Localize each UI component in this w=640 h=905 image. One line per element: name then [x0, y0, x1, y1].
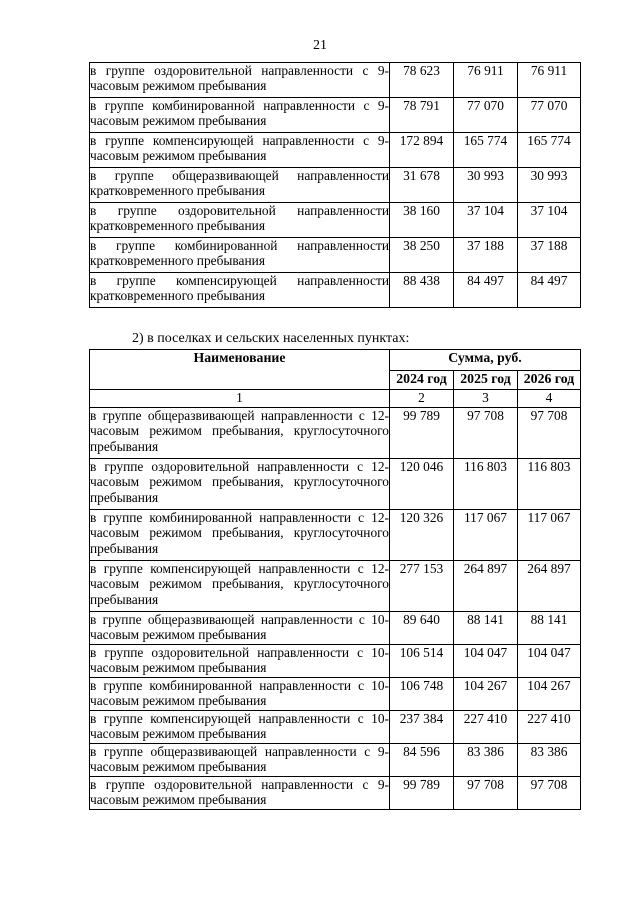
table-row	[90, 238, 581, 273]
row-name: в группе комбинированной направленности кратковременного пребывания	[90, 238, 390, 273]
value-2025: 165 774	[454, 133, 518, 168]
value-2026: 104 267	[518, 678, 581, 711]
row-name: в группе компенсирующей направленности с 10-часовым режимом пребывания	[90, 711, 390, 744]
table-row	[90, 168, 581, 203]
value-2024: 106 748	[390, 678, 454, 711]
value-2024: 99 789	[390, 777, 454, 810]
value-2025: 88 141	[454, 612, 518, 645]
value-2024: 237 384	[390, 711, 454, 744]
header-row	[90, 350, 581, 371]
table-row	[90, 273, 581, 308]
header-sum: Сумма, руб.	[390, 350, 581, 371]
column-number: 3	[454, 390, 518, 408]
year-2025: 2025 год	[454, 371, 518, 390]
value-2026: 264 897	[518, 561, 581, 612]
table-row	[90, 408, 581, 459]
row-name: в группе компенсирующей направленности кратковременного пребывания	[90, 273, 390, 308]
value-2026: 117 067	[518, 510, 581, 561]
value-2025: 83 386	[454, 744, 518, 777]
value-2025: 76 911	[454, 63, 518, 98]
value-2025: 84 497	[454, 273, 518, 308]
table-row	[90, 510, 581, 561]
value-2024: 120 326	[390, 510, 454, 561]
header-name: Наименование	[90, 350, 390, 390]
value-2025: 37 104	[454, 203, 518, 238]
section-heading: 2) в поселках и сельских населенных пунктах:	[132, 331, 410, 346]
page-number: 21	[313, 38, 327, 53]
value-2024: 88 438	[390, 273, 454, 308]
cost-table-settlements	[89, 349, 581, 810]
row-name: в группе оздоровительной направленности с 10-часовым режимом пребывания	[90, 645, 390, 678]
value-2025: 117 067	[454, 510, 518, 561]
row-name: в группе общеразвивающей направленности с 10-часовым режимом пребывания	[90, 612, 390, 645]
value-2024: 277 153	[390, 561, 454, 612]
table-row	[90, 711, 581, 744]
row-name: в группе комбинированной направленности с 9-часовым режимом пребывания	[90, 98, 390, 133]
value-2024: 78 623	[390, 63, 454, 98]
table-row	[90, 777, 581, 810]
value-2026: 77 070	[518, 98, 581, 133]
value-2025: 227 410	[454, 711, 518, 744]
table-row	[90, 98, 581, 133]
value-2026: 37 188	[518, 238, 581, 273]
table-row	[90, 645, 581, 678]
cost-table-continued	[89, 62, 581, 308]
value-2026: 97 708	[518, 408, 581, 459]
value-2026: 37 104	[518, 203, 581, 238]
column-number: 2	[390, 390, 454, 408]
column-number: 1	[90, 390, 390, 408]
value-2024: 38 250	[390, 238, 454, 273]
value-2026: 84 497	[518, 273, 581, 308]
row-name: в группе оздоровительной направленности с 12-часовым режимом пребывания, круглосуточного пребывания	[90, 459, 390, 510]
value-2026: 165 774	[518, 133, 581, 168]
value-2026: 116 803	[518, 459, 581, 510]
row-name: в группе компенсирующей направленности с 9-часовым режимом пребывания	[90, 133, 390, 168]
row-name: в группе комбинированной направленности с 10-часовым режимом пребывания	[90, 678, 390, 711]
value-2024: 38 160	[390, 203, 454, 238]
value-2024: 84 596	[390, 744, 454, 777]
value-2024: 120 046	[390, 459, 454, 510]
value-2025: 104 267	[454, 678, 518, 711]
table-row	[90, 203, 581, 238]
table-row	[90, 744, 581, 777]
value-2025: 97 708	[454, 777, 518, 810]
row-name: в группе общеразвивающей направленности с 9-часовым режимом пребывания	[90, 744, 390, 777]
value-2025: 30 993	[454, 168, 518, 203]
table-row	[90, 678, 581, 711]
table-row	[90, 612, 581, 645]
row-name: в группе общеразвивающей направленности с 12-часовым режимом пребывания, круглосуточного пребывания	[90, 408, 390, 459]
value-2025: 104 047	[454, 645, 518, 678]
table-row	[90, 133, 581, 168]
value-2026: 76 911	[518, 63, 581, 98]
value-2026: 83 386	[518, 744, 581, 777]
column-numbers-row	[90, 390, 581, 408]
value-2025: 116 803	[454, 459, 518, 510]
value-2026: 30 993	[518, 168, 581, 203]
value-2024: 106 514	[390, 645, 454, 678]
column-number: 4	[518, 390, 581, 408]
row-name: в группе компенсирующей направленности с 12-часовым режимом пребывания, круглосуточного пребывания	[90, 561, 390, 612]
value-2026: 97 708	[518, 777, 581, 810]
value-2025: 77 070	[454, 98, 518, 133]
value-2024: 99 789	[390, 408, 454, 459]
value-2024: 31 678	[390, 168, 454, 203]
value-2025: 264 897	[454, 561, 518, 612]
value-2026: 104 047	[518, 645, 581, 678]
value-2025: 97 708	[454, 408, 518, 459]
table-row	[90, 459, 581, 510]
table-row	[90, 63, 581, 98]
row-name: в группе общеразвивающей направленности кратковременного пребывания	[90, 168, 390, 203]
row-name: в группе оздоровительной направленности кратковременного пребывания	[90, 203, 390, 238]
year-2026: 2026 год	[518, 371, 581, 390]
value-2026: 88 141	[518, 612, 581, 645]
value-2026: 227 410	[518, 711, 581, 744]
table-row	[90, 561, 581, 612]
value-2025: 37 188	[454, 238, 518, 273]
year-2024: 2024 год	[390, 371, 454, 390]
row-name: в группе оздоровительной направленности с 9-часовым режимом пребывания	[90, 777, 390, 810]
row-name: в группе комбинированной направленности с 12-часовым режимом пребывания, круглосуточного пребывания	[90, 510, 390, 561]
value-2024: 89 640	[390, 612, 454, 645]
value-2024: 172 894	[390, 133, 454, 168]
row-name: в группе оздоровительной направленности с 9-часовым режимом пребывания	[90, 63, 390, 98]
value-2024: 78 791	[390, 98, 454, 133]
